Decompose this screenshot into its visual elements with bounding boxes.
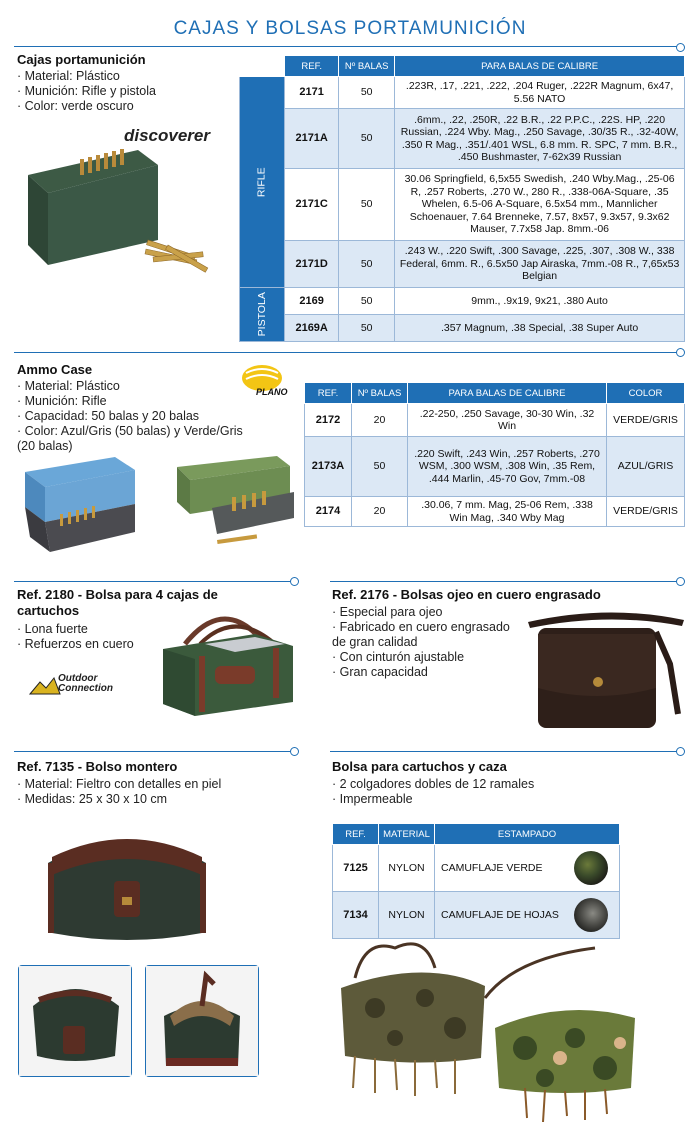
cell-calibre: .22-250, .250 Savage, 30-30 Win, .32 Win <box>408 404 607 437</box>
table-row <box>240 77 685 109</box>
bolsa-2180-image <box>155 604 297 722</box>
table-row <box>333 845 620 892</box>
cajas-features <box>17 69 156 114</box>
cell-balas: 50 <box>339 288 395 315</box>
section-title-cajas: Cajas portamunición <box>17 52 146 67</box>
cell-balas: 50 <box>339 315 395 342</box>
section-divider <box>14 352 680 353</box>
section-divider <box>14 751 294 752</box>
table-corner <box>240 56 285 77</box>
feature-item: de gran calidad <box>332 635 418 649</box>
plano-logo <box>240 363 298 401</box>
feature-item: · Material: Fieltro con detalles en piel <box>17 777 222 791</box>
section-title-ammo-case: Ammo Case <box>17 362 93 377</box>
feature-item: · Con cinturón ajustable <box>332 650 465 664</box>
feature-item: · Capacidad: 50 balas y 20 balas <box>17 409 200 423</box>
table-row <box>333 892 620 939</box>
feature-item: (20 balas) <box>17 439 73 453</box>
table-row <box>305 404 685 437</box>
table-row <box>305 437 685 497</box>
feature-item: · Fabricado en cuero engrasado <box>332 620 510 634</box>
bolso-7135-features <box>17 777 221 807</box>
cell-material: NYLON <box>379 845 435 892</box>
title-divider <box>14 46 680 47</box>
page-title: CAJAS Y BOLSAS PORTAMUNICIÓN <box>173 18 527 39</box>
cell-ref: 2171D <box>285 241 339 288</box>
ammo-case-blue-image <box>20 452 140 562</box>
cell-balas: 50 <box>339 77 395 109</box>
cell-balas: 20 <box>352 404 408 437</box>
cell-calibre: .223R, .17, .221, .222, .204 Ruger, .222R Magnum, 6x47, 5.56 NATO <box>395 77 685 109</box>
ammo-case-table <box>304 382 685 527</box>
plano-logo-text: PLANO <box>256 387 288 397</box>
cell-balas: 20 <box>352 497 408 527</box>
col-header-calibre: PARA BALAS DE CALIBRE <box>408 383 607 404</box>
cell-ref: 7125 <box>333 845 379 892</box>
cell-ref: 2174 <box>305 497 352 527</box>
group-label-rifle: RIFLE <box>240 77 285 288</box>
table-row <box>305 497 685 527</box>
divider-dot <box>290 747 299 756</box>
group-label-pistola: PISTOLA <box>240 288 285 342</box>
divider-dot <box>676 747 685 756</box>
outdoor-connection-logo <box>28 672 138 702</box>
col-header-material: MATERIAL <box>379 824 435 845</box>
discoverer-logo: discoverer <box>124 126 210 145</box>
cell-ref: 2169A <box>285 315 339 342</box>
feature-item: · Lona fuerte <box>17 622 88 636</box>
cell-calibre: .220 Swift, .243 Win, .257 Roberts, .270 WSM, .300 WSM, .308 Win, .35 Rem, .444 Marlin, .45-70 Gov, 7mm.-08 <box>408 437 607 497</box>
logo-text: Connection <box>58 683 113 694</box>
cell-balas: 50 <box>339 109 395 169</box>
col-header-balas: Nº BALAS <box>339 56 395 77</box>
cell-ref: 2172 <box>305 404 352 437</box>
divider-dot <box>676 43 685 52</box>
bolsa-2176-features <box>332 605 510 680</box>
cajas-table <box>239 55 685 342</box>
feature-item: · Munición: Rifle y pistola <box>17 84 156 98</box>
feature-item: · Munición: Rifle <box>17 394 107 408</box>
feature-item: · Gran capacidad <box>332 665 428 679</box>
cell-balas: 50 <box>339 169 395 241</box>
feature-item: · 2 colgadores dobles de 12 ramales <box>332 777 535 791</box>
section-divider <box>330 581 680 582</box>
cell-ref: 2169 <box>285 288 339 315</box>
cell-balas: 50 <box>339 241 395 288</box>
divider-dot <box>290 577 299 586</box>
cell-ref: 7134 <box>333 892 379 939</box>
cell-color: VERDE/GRIS <box>607 497 685 527</box>
feature-item: · Color: Azul/Gris (50 balas) y Verde/Gris <box>17 424 243 438</box>
col-header-estampado: ESTAMPADO <box>435 824 620 845</box>
cell-estampado: CAMUFLAJE VERDE <box>435 845 620 892</box>
divider-dot <box>676 348 685 357</box>
cell-calibre: .30.06, 7 mm. Mag, 25-06 Rem, .338 Win Mag, .340 Wby Mag <box>408 497 607 527</box>
section-title-2176: Ref. 2176 - Bolsas ojeo en cuero engrasado <box>332 587 601 602</box>
bolso-7135-side-image <box>18 965 132 1077</box>
bolsa-caza-image <box>335 938 687 1124</box>
divider-dot <box>676 577 685 586</box>
table-row <box>240 169 685 241</box>
col-header-calibre: PARA BALAS DE CALIBRE <box>395 56 685 77</box>
col-header-ref: REF. <box>305 383 352 404</box>
section-divider <box>330 751 680 752</box>
col-header-ref: REF. <box>333 824 379 845</box>
camo-leaves-swatch <box>574 898 608 932</box>
table-row <box>240 109 685 169</box>
ammo-case-green-image <box>172 452 300 554</box>
cell-ref: 2171C <box>285 169 339 241</box>
logo-text: Outdoor <box>58 673 98 684</box>
cell-material: NYLON <box>379 892 435 939</box>
cell-balas: 50 <box>352 437 408 497</box>
col-header-balas: Nº BALAS <box>352 383 408 404</box>
cell-ref: 2173A <box>305 437 352 497</box>
col-header-ref: REF. <box>285 56 339 77</box>
bolsa-2176-image <box>528 604 686 734</box>
feature-item: · Color: verde oscuro <box>17 99 134 113</box>
cell-calibre: 9mm., .9x19, 9x21, .380 Auto <box>395 288 685 315</box>
cell-ref: 2171A <box>285 109 339 169</box>
cell-estampado: CAMUFLAJE DE HOJAS <box>435 892 620 939</box>
cell-calibre: .6mm., .22, .250R, .22 B.R., .22 P.P.C., .22S. HP, .220 Russian, .224 Wby. Mag., .250 Savage, .30/35 R., .32-40W, .350 R Mag., .351/.401 WSL, 6.8 mm. R. SPC, 7 mm. B.R., .450 Bushmaster, 7-62x39 Russian <box>395 109 685 169</box>
ammo-case-features <box>17 379 243 454</box>
feature-item: · Medidas: 25 x 30 x 10 cm <box>17 792 168 806</box>
cell-calibre: .357 Magnum, .38 Special, .38 Super Auto <box>395 315 685 342</box>
ammo-box-green-image <box>18 145 228 280</box>
section-title-7135: Ref. 7135 - Bolso montero <box>17 759 178 774</box>
cell-color: VERDE/GRIS <box>607 404 685 437</box>
table-row <box>240 315 685 342</box>
table-row <box>240 241 685 288</box>
bolso-7135-open-image <box>145 965 259 1077</box>
bolsa-caza-table <box>332 823 620 939</box>
bolsa-2180-features <box>17 622 134 652</box>
section-title-bolsa-caza: Bolsa para cartuchos y caza <box>332 759 507 774</box>
table-row <box>240 288 685 315</box>
camo-green-swatch <box>574 851 608 885</box>
feature-item: · Impermeable <box>332 792 413 806</box>
feature-item: · Material: Plástico <box>17 379 120 393</box>
feature-item: · Refuerzos en cuero <box>17 637 134 651</box>
feature-item: · Material: Plástico <box>17 69 120 83</box>
feature-item: · Especial para ojeo <box>332 605 443 619</box>
cell-ref: 2171 <box>285 77 339 109</box>
section-title-2180: Ref. 2180 - Bolsa para 4 cajas de cartuchos <box>17 587 218 618</box>
bolsa-caza-features <box>332 777 534 807</box>
cell-calibre: .243 W., .220 Swift, .300 Savage, .225, .307, .308 W., 338 Federal, 6mm. R., 6.5x50 Jap Airaska, 7mm.-08 R., 7,65x53 Belgian <box>395 241 685 288</box>
cell-color: AZUL/GRIS <box>607 437 685 497</box>
section-divider <box>14 581 294 582</box>
bolso-7135-image <box>42 823 212 948</box>
col-header-color: COLOR <box>607 383 685 404</box>
cell-calibre: 30.06 Springfield, 6,5x55 Swedish, .240 Wby.Mag., .25-06 R, .257 Roberts, .270 W., 280 R., .338-06A-Square, .35 Whelen, 6.5-06 A-Square, 6.5x54 mm., Mannlicher Schoenauer, 7.64 Brenneke, 7.57, 8x57, 9.3x57, 9.3x62 Mauser, 7.7x58 Jap. 8mm.-06 <box>395 169 685 241</box>
